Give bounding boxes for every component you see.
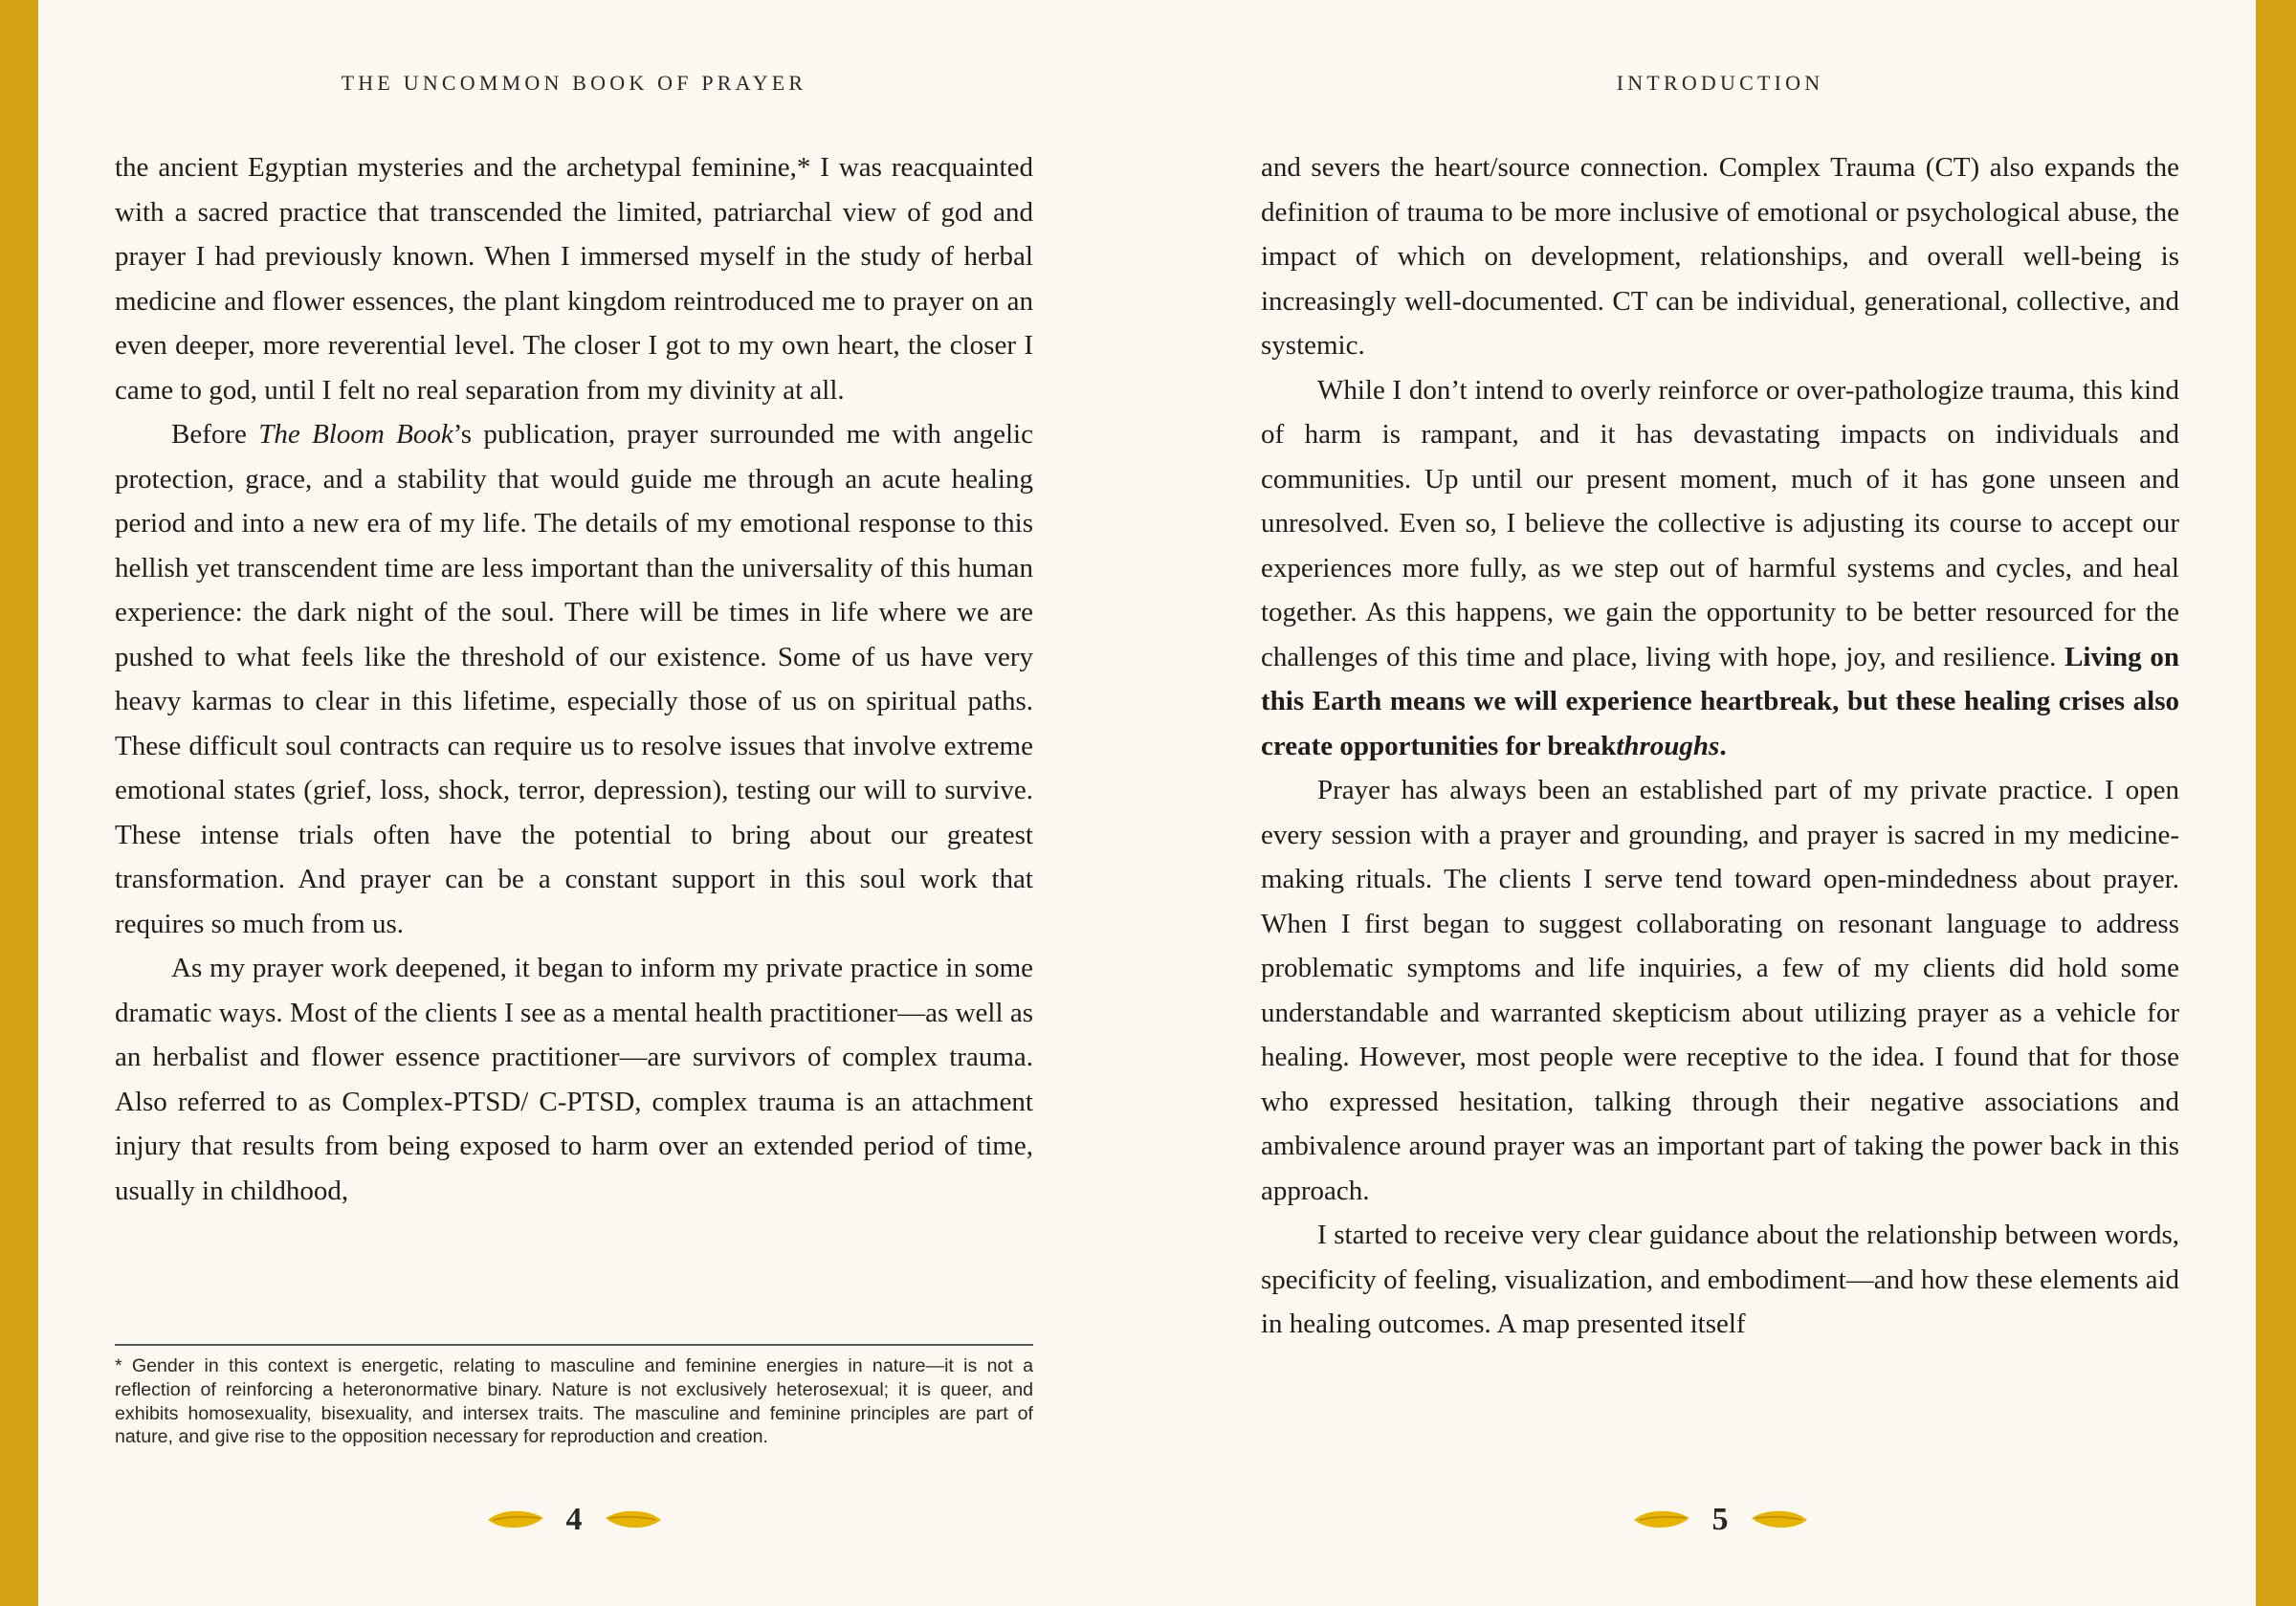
page-folio [115,1502,1033,1538]
running-head: THE UNCOMMON BOOK OF PRAYER [341,71,807,95]
left-page [115,0,1033,1606]
text-run: Before [171,419,259,450]
paragraph [115,412,1033,946]
paragraph [1261,368,2179,769]
page-number: 4 [565,1502,583,1537]
paragraph: the ancient Egyptian mysteries and the archetypal feminine,* I was reacquainted with a sacred practice that transcended the limited, patriarchal view of god and prayer I had previously known. When I immersed myself in the study of herbal medicine and flower essences, the plant kingdom reintroduced me to prayer on an even deeper, more reverential level. The closer I got to my own heart, the closer I came to god, until I felt no real separation from my divinity at all. [115,152,1033,406]
book-spread [38,0,2256,1606]
bold-italic-emphasis: throughs [1616,730,1720,761]
paragraph: and severs the heart/source connection. Complex Trauma (CT) also expands the definition of trauma to be more inclusive of emotional or psychological abuse, the impact of which on development, relationships, and overall well-being is increasingly well-documented. CT can be individual, generational, collective, and systemic. [1261,152,2179,361]
page-number: 5 [1711,1502,1729,1537]
bold-emphasis: Living on this Earth means we will experience heartbreak, but these healing crises also create opportunities for break [1261,641,2179,761]
text-run: ’s publication, prayer surrounded me with angelic protection, grace, and a stability that would guide me through an acute healing period and into a new era of my life. The details of my emotional response to this hellish yet transcendent time are less important than the universality of this human experience: the dark night of the soul. There will be times in life where we are pushed to what feels like the threshold of our existence. Some of us have very heavy karmas to clear in this lifetime, especially those of us on spiritual paths. These difficult soul contracts can require us to resolve issues that involve extreme emotional states (grief, loss, shock, terror, depression), testing our will to survive. These intense trials often have the potential to bring about our greatest transformation. And prayer can be a constant support in this soul work that requires so much from us. [115,419,1033,939]
page-folio [1261,1502,2179,1538]
leaf-ornament-icon [486,1507,545,1533]
leaf-ornament-icon [1750,1507,1809,1533]
leaf-ornament-icon [604,1507,663,1533]
right-page [1261,0,2179,1606]
text-run: While I don’t intend to overly reinforce or over-pathologize trauma, this kind of harm is rampant, and it has devastating impacts on individuals and communities. Up until our present moment, much of it has gone unseen and unresolved. Even so, I believe the collective is adjusting its course to accept our experiences more fully, as we step out of harmful systems and cycles, and heal together. As this happens, we gain the opportunity to be better resourced for the challenges of this time and place, living with hope, joy, and resilience. [1261,374,2179,672]
paragraph: As my prayer work deepened, it began to inform my private practice in some dramatic ways. Most of the clients I see as a mental health practitioner—as well as an herbalist and flower essence practitioner—are survivors of complex trauma. Also referred to as Complex-PTSD/ C-PTSD, complex trauma is an attachment injury that results from being exposed to harm over an extended period of time, usually in childhood, [115,953,1033,1206]
book-title: The Bloom Book [258,419,453,450]
footnote-divider [115,1344,1033,1346]
text-run: . [1719,730,1727,761]
paragraph: I started to receive very clear guidance about the relationship between words, specificity of feeling, visualization, and embodiment—and how these elements aid in healing outcomes. A map presented itself [1261,1220,2179,1339]
paragraph: Prayer has always been an established part of my private practice. I open every session with a prayer and grounding, and prayer is sacred in my medicine-making rituals. The clients I serve tend toward open-mindedness about prayer. When I first began to suggest collaborating on resonant language to address problematic symptoms and life inquiries, a few of my clients did hold some understandable and warranted skepticism about utilizing prayer as a vehicle for healing. However, most people were receptive to the idea. I found that for those who expressed hesitation, talking through their negative associations and ambivalence around prayer was an important part of taking the power back in this approach. [1261,775,2179,1206]
footnote: * Gender in this context is energetic, relating to masculine and feminine energies in nature—it is not a reflection of reinforcing a heteronormative binary. Nature is not exclusively heterosexual; it is queer, and exhibits homosexuality, bisexuality, and intersex traits. The masculine and feminine principles are part of nature, and give rise to the opposition necessary for reproduction and creation. [115,1355,1033,1448]
leaf-ornament-icon [1632,1507,1691,1533]
running-head: INTRODUCTION [1616,71,1824,95]
body-text [1261,145,2179,1347]
body-text [115,145,1033,1213]
